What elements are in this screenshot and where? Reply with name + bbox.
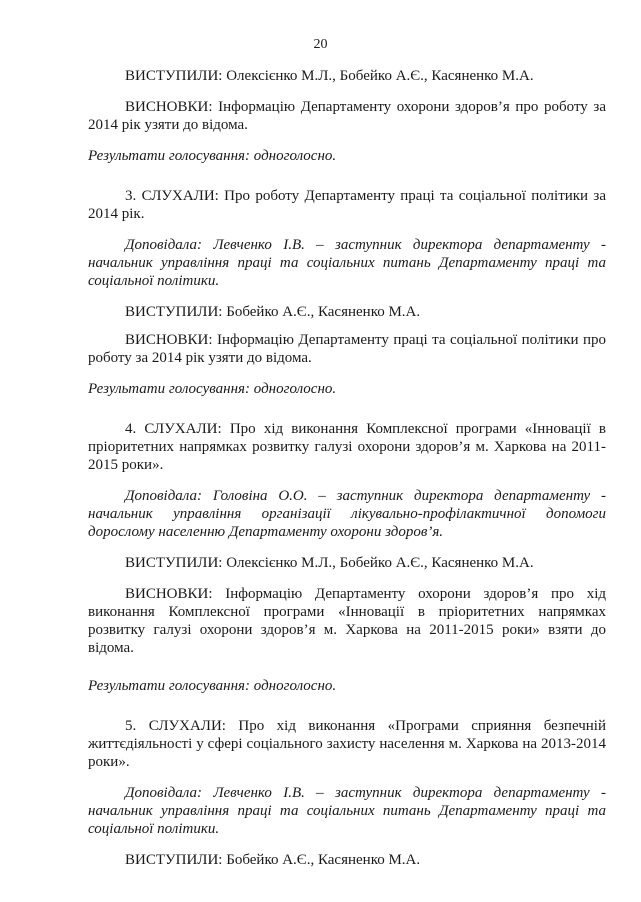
document-body bbox=[88, 67, 606, 869]
speakers-paragraph: ВИСТУПИЛИ: Бобейко А.Є., Касяненко М.А. bbox=[125, 852, 421, 868]
voting-result: Результати голосування: одноголосно. bbox=[88, 148, 337, 164]
agenda-item-4-reporter: Доповідала: Головіна О.О. – заступник директора департаменту - начальник управління організації лікувально-профілактичної допомоги дорослому населенню Департаменту охорони здоров’я. bbox=[88, 488, 606, 540]
agenda-item-5-heard: 5. СЛУХАЛИ: Про хід виконання «Програми сприяння безпечній життєдіяльності у сфері соціального захисту населення м. Харкова на 2013-2014 роки». bbox=[88, 718, 606, 770]
conclusions-paragraph: ВИСНОВКИ: Інформацію Департаменту охорони здоров’я про роботу за 2014 рік узяти до відома. bbox=[88, 99, 606, 133]
conclusions-paragraph: ВИСНОВКИ: Інформацію Департаменту охорони здоров’я про хід виконання Комплексної програми «Інновації в пріоритетних напрямках розвитку галузі охорони здоров’я м. Харкова на 2011-2015 роки» взяти до відома. bbox=[88, 586, 606, 656]
agenda-item-3-heard: 3. СЛУХАЛИ: Про роботу Департаменту праці та соціальної політики за 2014 рік. bbox=[88, 188, 606, 222]
agenda-item-4-heard: 4. СЛУХАЛИ: Про хід виконання Комплексної програми «Інновації в пріоритетних напрямках розвитку галузі охорони здоров’я м. Харкова на 2011-2015 роки». bbox=[88, 421, 606, 473]
page-number: 20 bbox=[313, 37, 328, 52]
voting-result: Результати голосування: одноголосно. bbox=[88, 678, 337, 694]
speakers-paragraph: ВИСТУПИЛИ: Олексієнко М.Л., Бобейко А.Є., Касяненко М.А. bbox=[125, 555, 534, 571]
agenda-item-3-reporter: Доповідала: Левченко І.В. – заступник директора департаменту - начальник управління праці та соціальних питань Департаменту праці та соціальної політики. bbox=[88, 237, 606, 289]
voting-result: Результати голосування: одноголосно. bbox=[88, 381, 337, 397]
conclusions-paragraph: ВИСНОВКИ: Інформацію Департаменту праці та соціальної політики про роботу за 2014 рік узяти до відома. bbox=[88, 332, 606, 366]
agenda-item-5-reporter: Доповідала: Левченко І.В. – заступник директора департаменту - начальник управління праці та соціальних питань Департаменту праці та соціальної політики. bbox=[88, 785, 606, 837]
speakers-paragraph: ВИСТУПИЛИ: Олексієнко М.Л., Бобейко А.Є., Касяненко М.А. bbox=[125, 68, 534, 84]
speakers-paragraph: ВИСТУПИЛИ: Бобейко А.Є., Касяненко М.А. bbox=[125, 304, 421, 320]
